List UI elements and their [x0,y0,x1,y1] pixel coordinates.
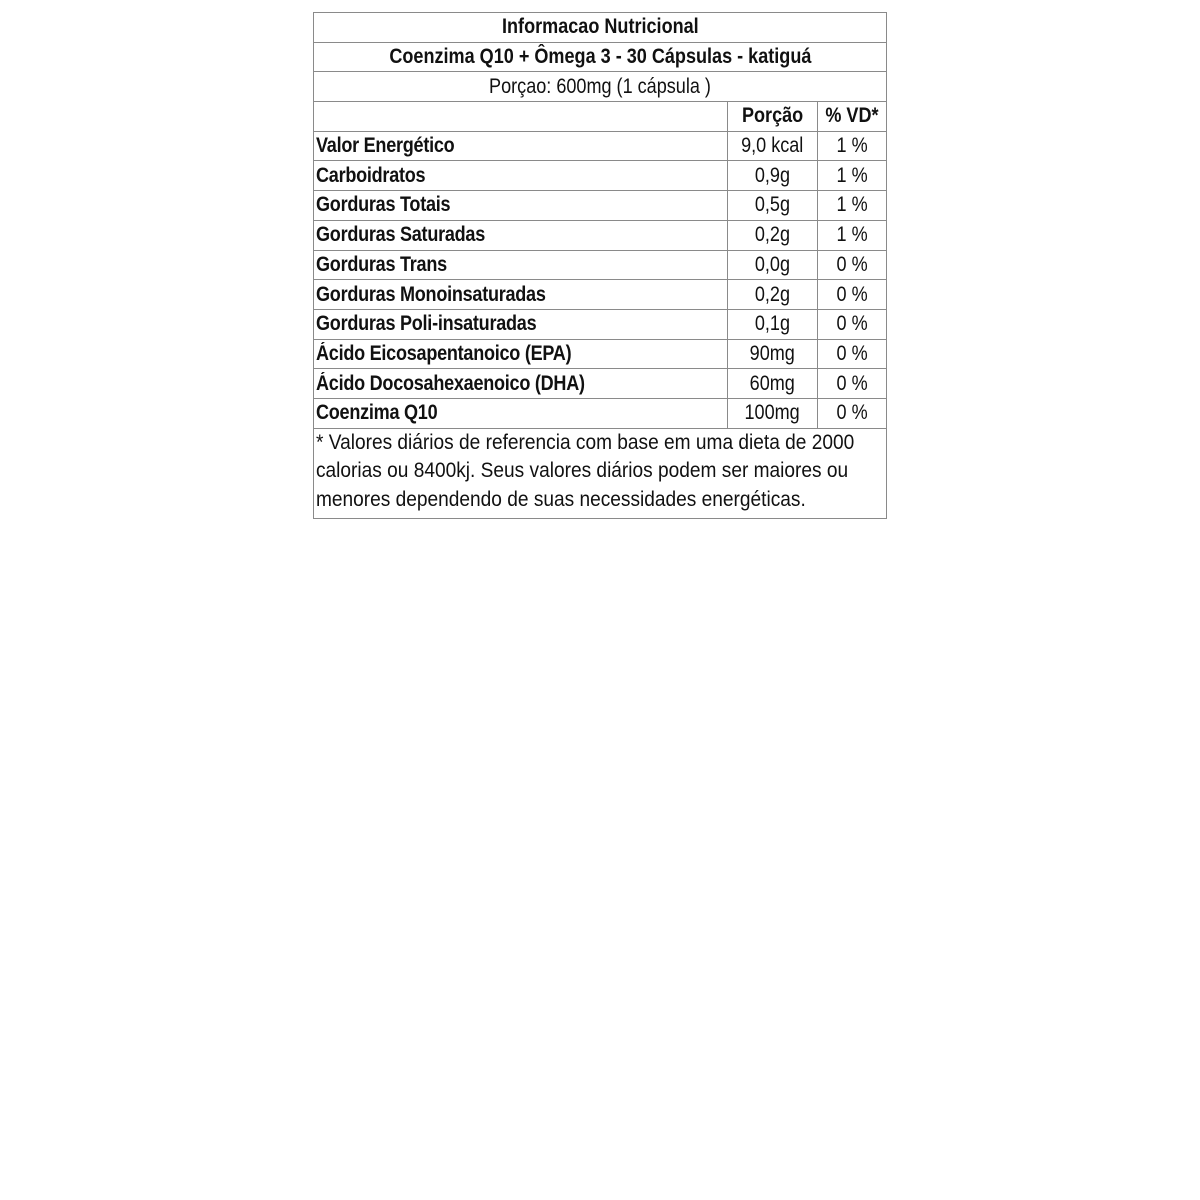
nutrient-name-cell [314,220,728,250]
nutrient-vd-cell [818,191,887,221]
footnote-row [314,428,887,519]
nutrient-name: Valor Energético [316,134,455,158]
nutrient-row [314,191,887,221]
nutrient-vd: 0 % [836,252,868,276]
nutrient-vd: 1 % [836,163,868,187]
header-portion-cell [727,102,817,132]
nutrient-portion: 0,9g [754,163,791,187]
nutrient-vd-cell [818,250,887,280]
nutrient-row [314,398,887,428]
nutrient-portion-cell [727,369,817,399]
header-vd: % VD* [825,104,879,128]
footnote-cell [314,428,887,519]
nutrient-portion-cell [727,131,817,161]
nutrient-row [314,250,887,280]
title-row [314,13,887,43]
nutrient-portion: 100mg [744,401,801,425]
nutrient-portion-cell [727,220,817,250]
nutrient-vd: 1 % [836,223,868,247]
nutrient-vd: 0 % [836,282,868,306]
nutrient-vd: 1 % [836,134,868,158]
nutrient-name: Gorduras Monoinsaturadas [316,282,546,306]
nutrition-facts-table [313,12,887,519]
nutrient-portion-cell [727,309,817,339]
nutrient-row [314,280,887,310]
header-row [314,102,887,132]
nutrient-vd: 0 % [836,371,868,395]
nutrient-row [314,369,887,399]
nutrient-row [314,309,887,339]
nutrient-portion-cell [727,398,817,428]
nutrient-portion: 0,0g [754,252,791,276]
nutrient-portion: 90mg [749,341,796,365]
product-name-cell [314,42,887,72]
nutrient-name-cell [314,131,728,161]
nutrient-name: Gorduras Totais [316,193,451,217]
nutrient-name: Ácido Eicosapentanoico (EPA) [316,341,572,365]
nutrient-portion-cell [727,191,817,221]
nutrient-row [314,339,887,369]
nutrient-portion: 0,2g [754,223,791,247]
nutrient-portion-cell [727,161,817,191]
nutrient-vd-cell [818,339,887,369]
product-row [314,42,887,72]
footnote: * Valores diários de referencia com base em uma dieta de 2000 calorias ou 8400kj. Seus valores diários podem ser maiores ou menores dependendo de suas necessidades energéticas. [316,430,855,511]
nutrient-vd-cell [818,398,887,428]
nutrient-row [314,220,887,250]
header-name-cell [314,102,728,132]
nutrient-portion: 0,2g [754,282,791,306]
serving-row [314,72,887,102]
nutrient-vd: 1 % [836,193,868,217]
nutrient-vd-cell [818,369,887,399]
nutrient-name-cell [314,191,728,221]
serving-size: Porçao: 600mg (1 cápsula ) [489,74,711,98]
nutrient-name-cell [314,309,728,339]
nutrient-vd: 0 % [836,312,868,336]
nutrient-portion: 0,1g [754,312,791,336]
product-name: Coenzima Q10 + Ômega 3 - 30 Cápsulas - katiguá [388,45,812,69]
nutrient-row [314,161,887,191]
nutrient-name-cell [314,369,728,399]
nutrient-name: Carboidratos [316,163,426,187]
nutrient-name: Gorduras Saturadas [316,223,485,247]
nutrient-portion-cell [727,280,817,310]
nutrient-portion: 0,5g [754,193,791,217]
nutrient-vd-cell [818,309,887,339]
table-title: Informacao Nutricional [501,15,699,39]
nutrient-name-cell [314,339,728,369]
header-vd-cell [818,102,887,132]
nutrient-portion: 9,0 kcal [741,134,804,158]
nutrient-vd: 0 % [836,401,868,425]
nutrient-row [314,131,887,161]
nutrient-portion-cell [727,250,817,280]
nutrient-name: Coenzima Q10 [316,401,438,425]
nutrient-vd-cell [818,131,887,161]
table-title-cell [314,13,887,43]
nutrient-vd: 0 % [836,341,868,365]
nutrient-name-cell [314,280,728,310]
nutrient-vd-cell [818,161,887,191]
serving-size-cell [314,72,887,102]
nutrient-name: Gorduras Poli-insaturadas [316,312,537,336]
nutrient-name: Gorduras Trans [316,252,447,276]
nutrient-name: Ácido Docosahexaenoico (DHA) [316,371,585,395]
nutrient-vd-cell [818,220,887,250]
nutrient-vd-cell [818,280,887,310]
nutrient-name-cell [314,398,728,428]
header-portion: Porção [741,104,804,128]
nutrient-name-cell [314,161,728,191]
nutrient-portion-cell [727,339,817,369]
nutrient-portion: 60mg [749,371,796,395]
nutrient-name-cell [314,250,728,280]
